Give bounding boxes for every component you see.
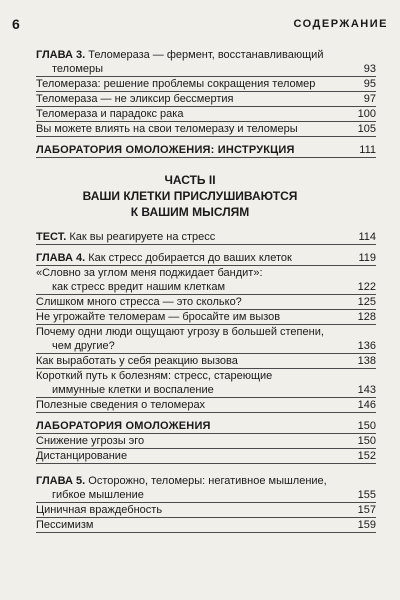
toc-entry-cont [36, 280, 376, 295]
toc-entry [36, 107, 376, 122]
page-ref: 97 [363, 93, 376, 105]
toc-lab [36, 419, 376, 434]
toc-chapter-4 [36, 251, 376, 266]
table-of-contents [36, 48, 376, 533]
page-ref: 122 [357, 281, 376, 293]
part-title-line-1: ВАШИ КЛЕТКИ ПРИСЛУШИВАЮТСЯ [82, 189, 298, 203]
entry-title-cont: чем другие? [52, 340, 115, 352]
page-ref: 128 [357, 311, 376, 323]
entry-title: Короткий путь к болезням: стресс, стареющие [36, 370, 273, 382]
part-label: ЧАСТЬ II [164, 173, 216, 187]
page-ref: 143 [357, 384, 376, 396]
toc-entry [36, 266, 376, 280]
page-ref: 100 [357, 108, 376, 120]
page-ref: 105 [357, 123, 376, 135]
toc-entry [36, 77, 376, 92]
test-label: ТЕСТ. [36, 231, 67, 243]
chapter-title-cont: гибкое мышление [52, 489, 144, 501]
running-head: СОДЕРЖАНИЕ [293, 18, 388, 30]
toc-entry [36, 325, 376, 339]
toc-entry [36, 295, 376, 310]
entry-title: Как выработать у себя реакцию вызова [36, 355, 238, 367]
toc-entry [36, 122, 376, 137]
chapter-label: ГЛАВА 5. [36, 475, 86, 487]
toc-entry [36, 310, 376, 325]
toc-entry [36, 369, 376, 383]
toc-entry [36, 398, 376, 413]
page-ref: 159 [357, 519, 376, 531]
page-ref: 119 [358, 252, 376, 264]
toc-chapter-5-cont [36, 488, 376, 503]
entry-title-cont: как стресс вредит нашим клеткам [52, 281, 226, 293]
entry-title-cont: иммунные клетки и воспаление [52, 384, 214, 396]
entry-title: Полезные сведения о теломерах [36, 399, 206, 411]
toc-chapter-3-cont [36, 62, 376, 77]
chapter-title: Как стресс добирается до ваших клеток [88, 252, 292, 264]
toc-entry [36, 354, 376, 369]
page-number: 6 [12, 16, 20, 32]
test-title: Как вы реагируете на стресс [69, 231, 216, 243]
toc-entry [36, 503, 376, 518]
part-title-line-2: К ВАШИМ МЫСЛЯМ [130, 205, 250, 219]
entry-title: Дистанцирование [36, 450, 128, 462]
page-ref: 150 [357, 435, 376, 447]
toc-chapter-5 [36, 474, 376, 488]
entry-title: Вы можете влиять на свои теломеразу и теломеры [36, 123, 298, 135]
page-ref: 93 [363, 63, 376, 75]
chapter-title-cont: теломеры [52, 63, 104, 75]
page-ref: 157 [357, 504, 376, 516]
entry-title: Слишком много стресса — это сколько? [36, 296, 242, 308]
toc-entry-cont [36, 383, 376, 398]
page-ref: 125 [357, 296, 376, 308]
entry-title: Пессимизм [36, 519, 94, 531]
toc-entry [36, 434, 376, 449]
chapter-title: Теломераза — фермент, восстанавливающий [88, 49, 324, 61]
page-ref: 150 [357, 420, 376, 432]
entry-title: Почему одни люди ощущают угрозу в большей степени, [36, 326, 324, 338]
page-ref: 111 [359, 144, 376, 156]
page-header [12, 16, 388, 36]
lab-title: ЛАБОРАТОРИЯ ОМОЛОЖЕНИЯ: ИНСТРУКЦИЯ [36, 144, 295, 156]
page-ref: 136 [357, 340, 376, 352]
toc-chapter-3 [36, 48, 376, 62]
entry-title: Теломераза: решение проблемы сокращения теломер [36, 78, 316, 90]
toc-lab [36, 143, 376, 158]
page-ref: 146 [357, 399, 376, 411]
toc-entry [36, 518, 376, 533]
entry-title: Теломераза и парадокс рака [36, 108, 184, 120]
page-ref: 95 [363, 78, 376, 90]
toc-entry-cont [36, 339, 376, 354]
page-ref: 114 [358, 231, 376, 243]
page-ref: 152 [357, 450, 376, 462]
entry-title: Не угрожайте теломерам — бросайте им вызов [36, 311, 281, 323]
lab-title: ЛАБОРАТОРИЯ ОМОЛОЖЕНИЯ [36, 420, 211, 432]
entry-title: Теломераза — не эликсир бессмертия [36, 93, 234, 105]
page-ref: 138 [357, 355, 376, 367]
toc-entry [36, 449, 376, 464]
toc-test [36, 230, 376, 245]
chapter-label: ГЛАВА 3. [36, 49, 86, 61]
page-ref: 155 [357, 489, 376, 501]
entry-title: Снижение угрозы эго [36, 435, 145, 447]
entry-title: Циничная враждебность [36, 504, 163, 516]
entry-title: «Словно за углом меня поджидает бандит»: [36, 267, 263, 279]
toc-entry [36, 92, 376, 107]
chapter-title: Осторожно, теломеры: негативное мышление, [88, 475, 327, 487]
chapter-label: ГЛАВА 4. [36, 252, 86, 264]
